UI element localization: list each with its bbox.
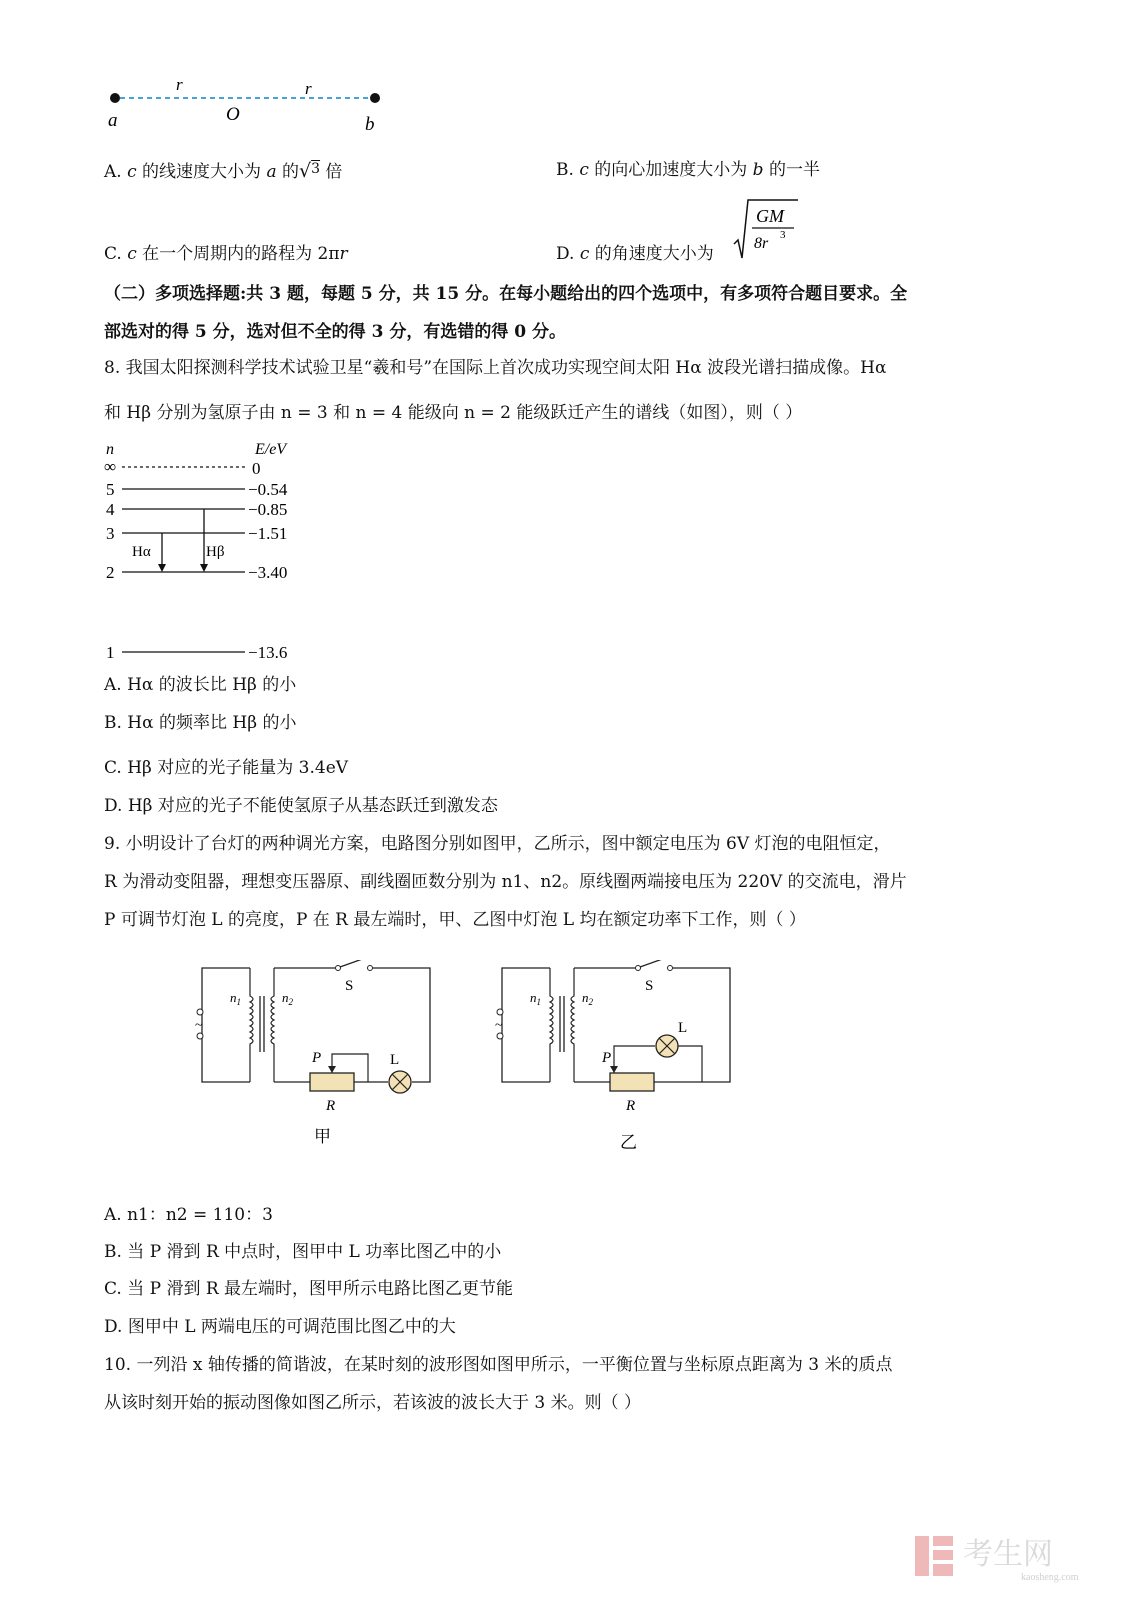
- n-axis-label: n: [106, 441, 114, 458]
- lamp-label-jia: L: [390, 1052, 400, 1068]
- section2-line1: （二）多项选择题:共 3 题，每题 5 分，共 15 分。在每小题给出的四个选项中，有多项符合题目要求。全: [104, 284, 908, 304]
- lamp-label-yi: L: [678, 1020, 688, 1036]
- rheostat-jia: [310, 1073, 354, 1091]
- label-o: O: [226, 104, 240, 125]
- level-e-3: −1.51: [248, 524, 288, 543]
- q8-option-c: C. Hβ 对应的光子能量为 3.4eV: [104, 758, 349, 778]
- rheostat-label-yi: R: [626, 1098, 636, 1114]
- energy-level-diagram: [100, 436, 320, 668]
- q10-stem-line1: 10. 一列沿 x 轴传播的简谐波，在某时刻的波形图如图甲所示，一平衡位置与坐标原点距离为 3 米的质点: [104, 1355, 893, 1375]
- level-e-1: −13.6: [248, 643, 288, 662]
- n1-label-jia: $n_1$: [230, 990, 241, 1007]
- label-b: b: [365, 114, 375, 135]
- q9-option-c: C. 当 P 滑到 R 最左端时，图甲所示电路比图乙更节能: [104, 1279, 514, 1299]
- slider-label-yi: P: [602, 1050, 612, 1066]
- switch-s-yi: [640, 960, 668, 967]
- n2-label-jia: $n_2$: [282, 990, 293, 1007]
- q7-option-b: B. c 的向心加速度大小为 b 的一半: [556, 160, 820, 180]
- svg-text:3: 3: [780, 229, 786, 241]
- section2-line2: 部选对的得 5 分，选对但不全的得 3 分，有选错的得 0 分。: [104, 322, 566, 342]
- q8-option-b: B. Hα 的频率比 Hβ 的小: [104, 713, 297, 733]
- ac-source-jia: ~: [195, 1018, 203, 1033]
- watermark: [911, 1528, 1101, 1588]
- h-beta-label: Hβ: [206, 544, 225, 560]
- point-a: [110, 93, 120, 103]
- q9-option-b: B. 当 P 滑到 R 中点时，图甲中 L 功率比图乙中的小: [104, 1242, 502, 1262]
- energy-axis-label: E/eV: [255, 441, 287, 458]
- point-b: [370, 93, 380, 103]
- switch-label-jia: S: [345, 978, 354, 994]
- level-e-4: −0.85: [248, 500, 288, 519]
- q9-stem-line2: R 为滑动变阻器，理想变压器原、副线圈匝数分别为 n1、n2。原线圈两端接电压为 220V 的交流电，滑片: [104, 872, 907, 892]
- watermark-url: kaosheng.com: [1021, 1572, 1079, 1583]
- q10-stem-line2: 从该时刻开始的振动图像如图乙所示，若该波的波长大于 3 米。则（ ）: [104, 1393, 642, 1413]
- level-n-5: 5: [106, 480, 115, 499]
- level-n-4: 4: [106, 500, 115, 519]
- switch-s-jia: [340, 960, 368, 967]
- level-e-inf: 0: [252, 459, 261, 478]
- n2-label-yi: $n_2$: [582, 990, 593, 1007]
- rheostat-yi: [610, 1073, 654, 1091]
- level-e-2: −3.40: [248, 563, 288, 582]
- q8-stem-line1: 8. 我国太阳探测科学技术试验卫星“羲和号”在国际上首次成功实现空间太阳 Hα 波段光谱扫描成像。Hα: [104, 358, 887, 378]
- sqrt-formula: [732, 196, 802, 266]
- q7-option-a: A. c 的线速度大小为 a 的√$^3$ 倍: [104, 160, 343, 182]
- two-point-figure: [100, 70, 400, 140]
- circuit-yi: [490, 960, 750, 1155]
- ac-source-yi: ~: [495, 1018, 503, 1033]
- q9-stem-line3: P 可调节灯泡 L 的亮度，P 在 R 最左端时，甲、乙图中灯泡 L 均在额定功率下工作，则（ ）: [104, 910, 806, 930]
- watermark-logo-icon: [915, 1536, 953, 1576]
- caption-yi: 乙: [620, 1133, 637, 1152]
- label-r-right: r: [305, 79, 312, 98]
- label-r-left: r: [176, 75, 183, 94]
- slider-label-jia: P: [312, 1050, 322, 1066]
- q7-option-d: D. c 的角速度大小为: [556, 244, 714, 264]
- watermark-cn: 考生网: [963, 1538, 1053, 1571]
- q8-option-a: A. Hα 的波长比 Hβ 的小: [104, 675, 297, 695]
- q7-option-c: C. c 在一个周期内的路程为 2πr: [104, 244, 348, 264]
- svg-text:GM: GM: [756, 206, 784, 226]
- n1-label-yi: $n_1$: [530, 990, 541, 1007]
- switch-label-yi: S: [645, 978, 654, 994]
- level-e-5: −0.54: [248, 480, 288, 499]
- caption-jia: 甲: [314, 1127, 331, 1146]
- q9-option-a: A. n1：n2 = 110：3: [104, 1205, 273, 1225]
- h-alpha-label: Hα: [132, 544, 151, 560]
- rheostat-label-jia: R: [326, 1098, 336, 1114]
- q9-stem-line1: 9. 小明设计了台灯的两种调光方案，电路图分别如图甲，乙所示，图中额定电压为 6V 灯泡的电阻恒定，: [104, 834, 891, 854]
- q8-stem-line2: 和 Hβ 分别为氢原子由 n = 3 和 n = 4 能级向 n = 2 能级跃迁产生的谱线（如图），则（ ）: [104, 403, 803, 423]
- level-n-1: 1: [106, 643, 115, 662]
- level-n-2: 2: [106, 563, 115, 582]
- q9-option-d: D. 图甲中 L 两端电压的可调范围比图乙中的大: [104, 1317, 456, 1337]
- label-a: a: [108, 110, 118, 131]
- q8-option-d: D. Hβ 对应的光子不能使氢原子从基态跃迁到激发态: [104, 796, 498, 816]
- level-n-inf: ∞: [104, 457, 117, 476]
- svg-text:8r: 8r: [754, 235, 769, 252]
- level-n-3: 3: [106, 524, 115, 543]
- circuit-jia: [190, 960, 450, 1155]
